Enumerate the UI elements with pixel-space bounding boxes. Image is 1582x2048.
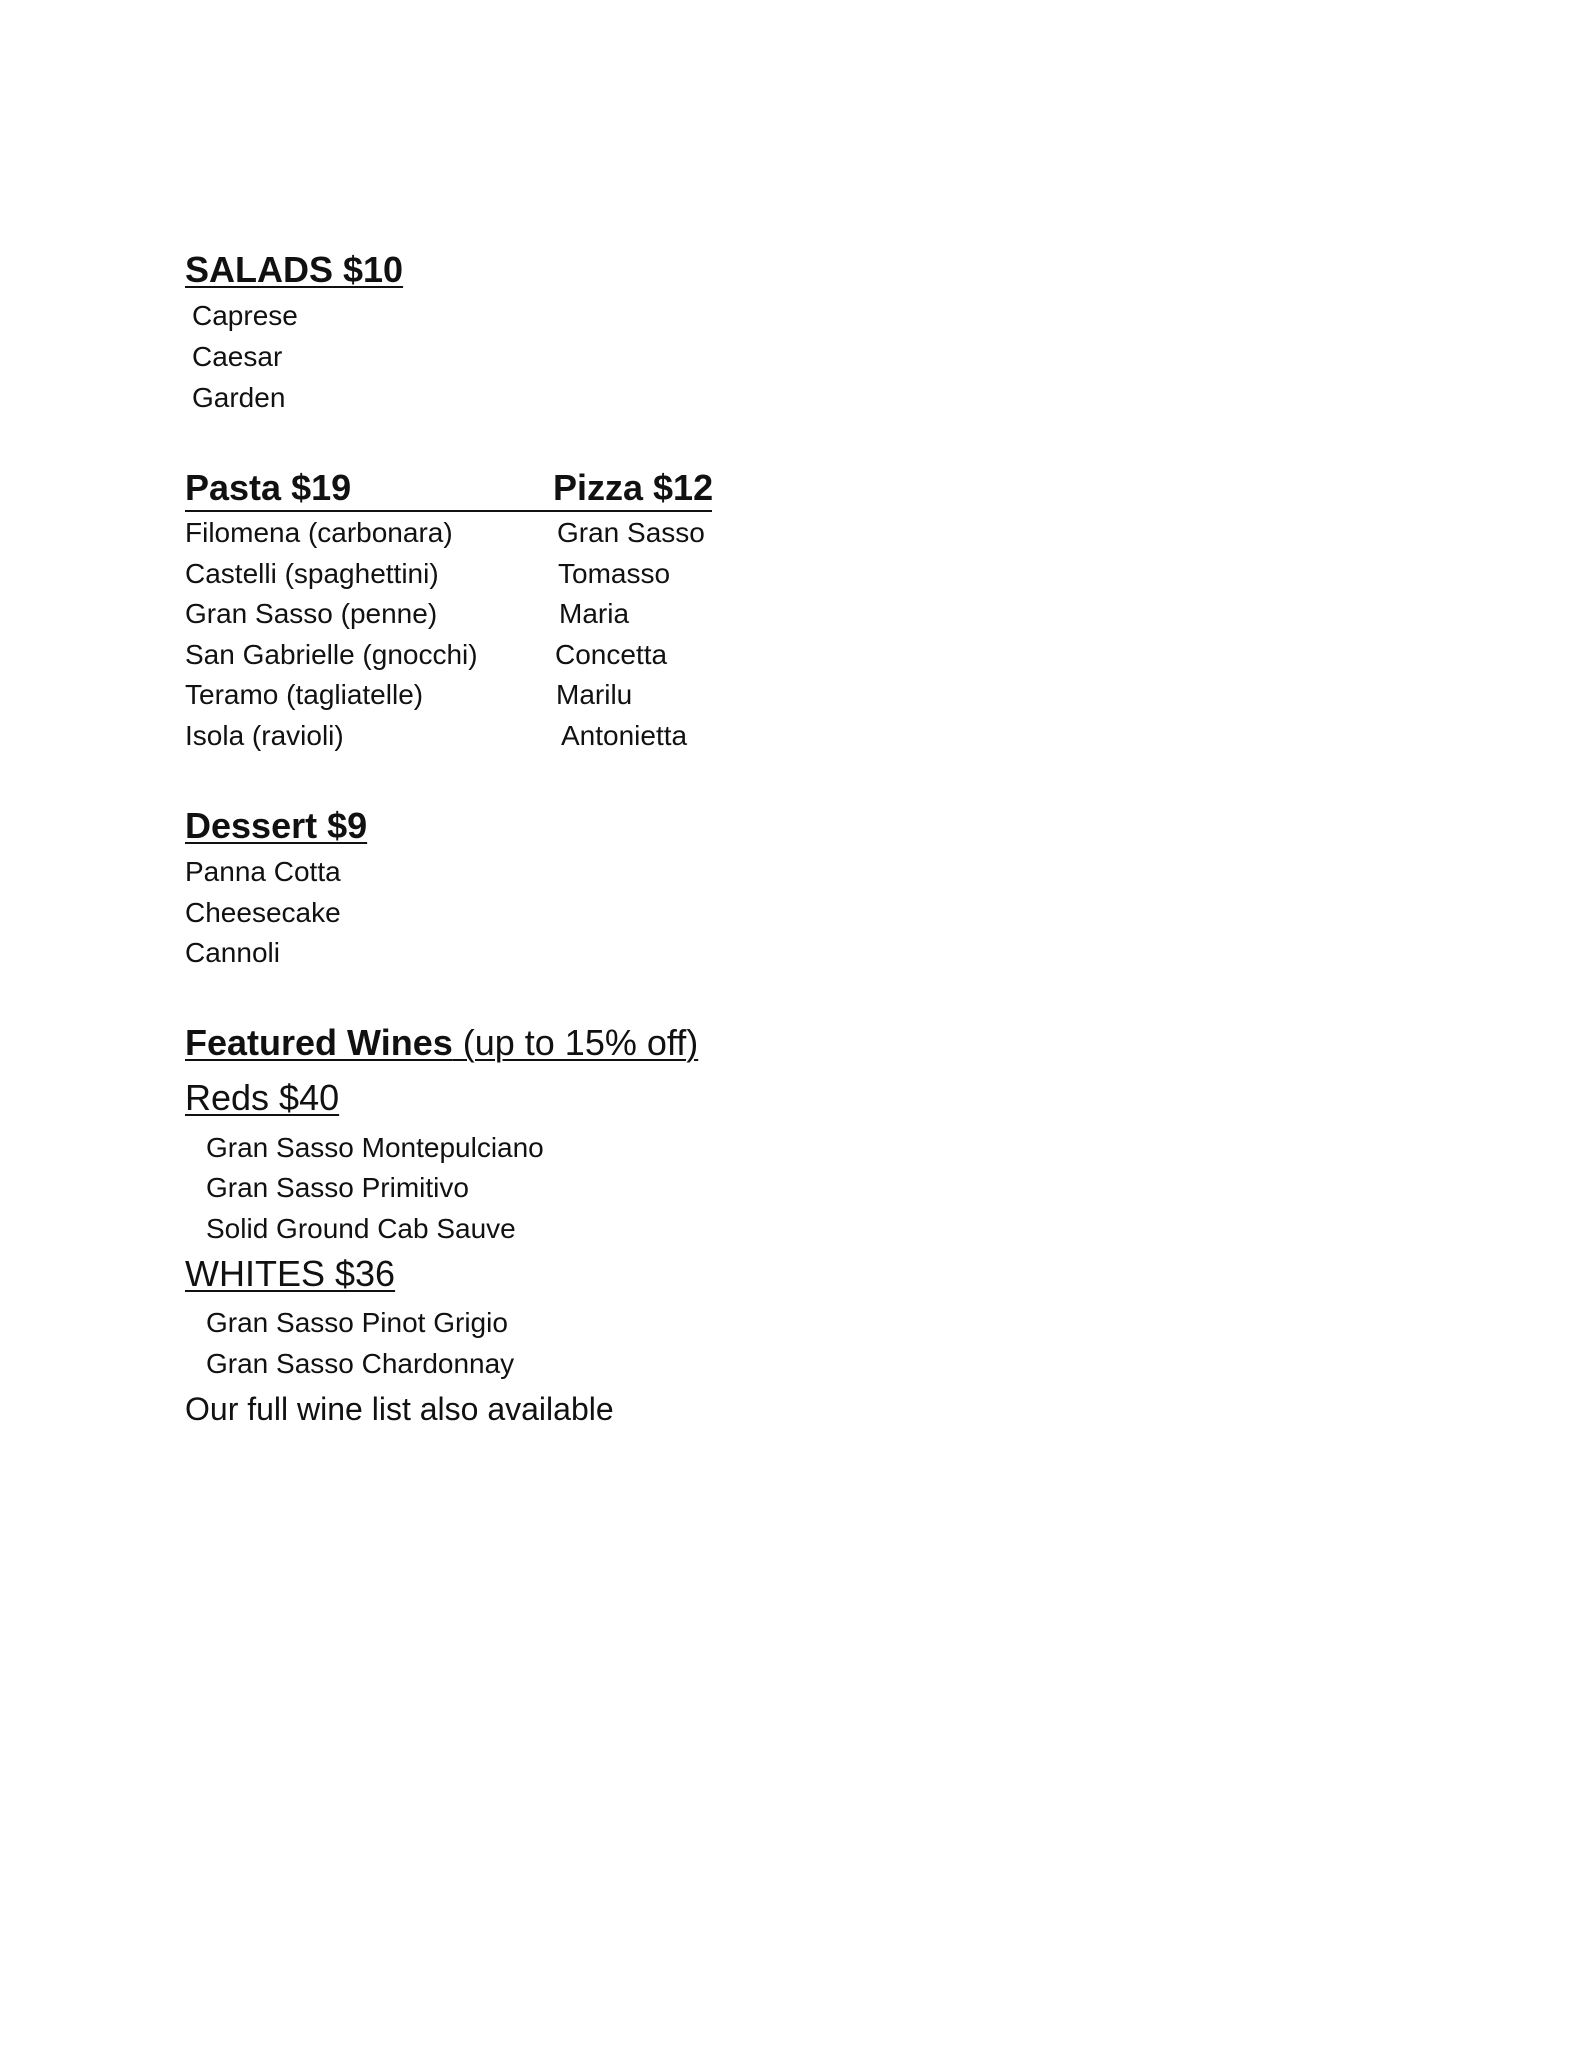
whites-heading: WHITES $36: [185, 1253, 396, 1294]
pizza-item: Tomasso: [558, 558, 671, 589]
wines-heading: [185, 1022, 699, 1063]
pasta-item: Teramo (tagliatelle): [185, 679, 424, 710]
pasta-item: Filomena (carbonara): [185, 517, 453, 548]
dessert-heading: Dessert $9: [185, 805, 368, 846]
reds-heading: Reds $40: [185, 1077, 340, 1118]
full-wine-list-note: Our full wine list also available: [185, 1391, 614, 1427]
salad-item: Caprese: [192, 300, 298, 331]
pasta-item: Isola (ravioli): [185, 720, 344, 751]
pizza-item: Antonietta: [561, 720, 688, 751]
salads-heading: SALADS $10: [185, 249, 404, 290]
dessert-item: Panna Cotta: [185, 856, 341, 887]
salad-item: Caesar: [192, 341, 283, 372]
red-wine-item: Gran Sasso Primitivo: [206, 1172, 469, 1203]
red-wine-item: Solid Ground Cab Sauve: [206, 1213, 516, 1244]
pasta-pizza-underline: [185, 510, 712, 512]
pizza-heading: Pizza $12: [553, 467, 714, 508]
pizza-item: Maria: [559, 598, 630, 629]
dessert-item: Cheesecake: [185, 897, 341, 928]
pasta-item: Gran Sasso (penne): [185, 598, 438, 629]
pasta-item: San Gabrielle (gnocchi): [185, 639, 478, 670]
white-wine-item: Gran Sasso Pinot Grigio: [206, 1307, 508, 1338]
pizza-item: Concetta: [555, 639, 668, 670]
dessert-item: Cannoli: [185, 937, 280, 968]
pizza-item: Gran Sasso: [557, 517, 705, 548]
white-wine-item: Gran Sasso Chardonnay: [206, 1348, 515, 1379]
pizza-item: Marilu: [556, 679, 633, 710]
pasta-heading: Pasta $19: [185, 467, 352, 508]
pasta-item: Castelli (spaghettini): [185, 558, 439, 589]
wines-heading-note: (up to 15% off): [452, 1022, 699, 1063]
wines-heading-title: Featured Wines: [185, 1022, 453, 1063]
red-wine-item: Gran Sasso Montepulciano: [206, 1132, 544, 1163]
salad-item: Garden: [192, 382, 286, 413]
